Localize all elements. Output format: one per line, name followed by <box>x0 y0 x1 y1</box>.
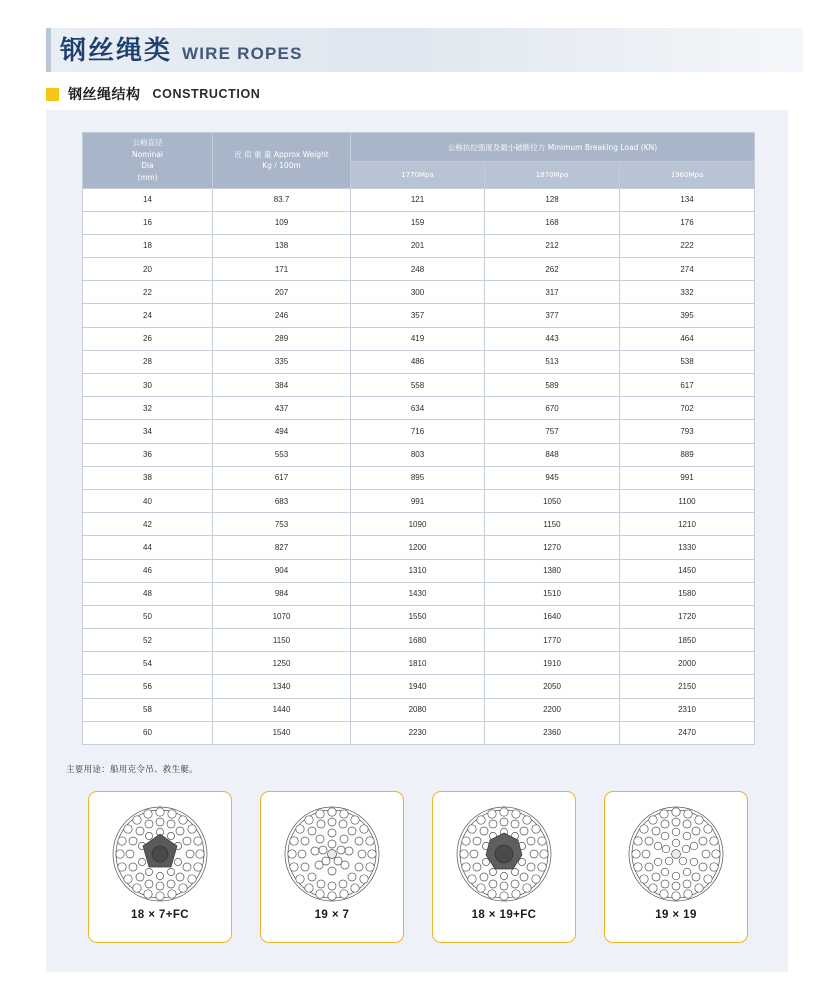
page-title-cn: 钢丝绳类 <box>60 36 173 66</box>
table-row <box>83 513 755 536</box>
table-cell: 895 <box>351 466 485 489</box>
table-cell: 300 <box>351 281 485 304</box>
table-row <box>83 211 755 234</box>
table-cell: 171 <box>213 258 351 281</box>
table-cell: 246 <box>213 304 351 327</box>
table-cell: 991 <box>620 466 755 489</box>
rope-card-label: 18 × 19+FC <box>471 909 537 921</box>
table-cell: 904 <box>213 559 351 582</box>
rope-card <box>88 791 232 943</box>
section-heading-en: CONSTRUCTION <box>152 87 261 101</box>
table-cell: 18 <box>83 234 213 257</box>
header-approx-weight <box>213 133 351 189</box>
table-row <box>83 605 755 628</box>
table-cell: 889 <box>620 443 755 466</box>
table-cell: 262 <box>485 258 620 281</box>
table-cell: 48 <box>83 582 213 605</box>
table-cell: 634 <box>351 397 485 420</box>
table-row <box>83 188 755 211</box>
table-cell: 212 <box>485 234 620 257</box>
table-cell: 848 <box>485 443 620 466</box>
table-cell: 377 <box>485 304 620 327</box>
table-cell: 1770 <box>485 629 620 652</box>
spec-table-body <box>83 188 755 745</box>
table-cell: 589 <box>485 374 620 397</box>
table-cell: 538 <box>620 350 755 373</box>
table-row <box>83 536 755 559</box>
header-nominal-dia-line2: Nominal <box>131 149 164 159</box>
table-row <box>83 582 755 605</box>
table-cell: 2050 <box>485 675 620 698</box>
table-cell: 1940 <box>351 675 485 698</box>
table-cell: 1050 <box>485 489 620 512</box>
table-row <box>83 698 755 721</box>
table-cell: 1250 <box>213 652 351 675</box>
table-cell: 1580 <box>620 582 755 605</box>
table-cell: 486 <box>351 350 485 373</box>
table-cell: 83.7 <box>213 188 351 211</box>
table-cell: 58 <box>83 698 213 721</box>
table-cell: 2360 <box>485 721 620 744</box>
table-cell: 1150 <box>485 513 620 536</box>
table-row <box>83 234 755 257</box>
table-cell: 1850 <box>620 629 755 652</box>
table-cell: 753 <box>213 513 351 536</box>
table-cell: 683 <box>213 489 351 512</box>
table-cell: 40 <box>83 489 213 512</box>
table-cell: 803 <box>351 443 485 466</box>
table-header-row-1 <box>83 133 755 162</box>
rope-card-label: 18 × 7+FC <box>131 909 189 921</box>
table-cell: 32 <box>83 397 213 420</box>
table-cell: 60 <box>83 721 213 744</box>
rope-diagram-18x19fc-icon <box>448 801 560 907</box>
table-cell: 1510 <box>485 582 620 605</box>
header-nominal-dia-line4: (mm) <box>137 172 158 182</box>
table-cell: 827 <box>213 536 351 559</box>
table-cell: 34 <box>83 420 213 443</box>
table-row <box>83 559 755 582</box>
table-cell: 670 <box>485 397 620 420</box>
table-cell: 26 <box>83 327 213 350</box>
table-cell: 121 <box>351 188 485 211</box>
table-row <box>83 629 755 652</box>
table-cell: 1810 <box>351 652 485 675</box>
table-cell: 28 <box>83 350 213 373</box>
table-row <box>83 721 755 744</box>
spec-table-container <box>82 132 754 745</box>
table-cell: 1550 <box>351 605 485 628</box>
table-cell: 1430 <box>351 582 485 605</box>
table-cell: 494 <box>213 420 351 443</box>
rope-card <box>604 791 748 943</box>
header-nominal-dia-line3: Dia <box>141 161 154 171</box>
table-row <box>83 327 755 350</box>
square-marker-icon <box>46 88 59 101</box>
table-cell: 42 <box>83 513 213 536</box>
table-cell: 52 <box>83 629 213 652</box>
table-cell: 56 <box>83 675 213 698</box>
table-row <box>83 420 755 443</box>
rope-construction-cards <box>88 791 748 943</box>
table-cell: 553 <box>213 443 351 466</box>
table-cell: 1640 <box>485 605 620 628</box>
rope-card <box>432 791 576 943</box>
table-cell: 945 <box>485 466 620 489</box>
table-cell: 1380 <box>485 559 620 582</box>
table-cell: 2000 <box>620 652 755 675</box>
table-cell: 419 <box>351 327 485 350</box>
table-cell: 757 <box>485 420 620 443</box>
table-cell: 2230 <box>351 721 485 744</box>
table-row <box>83 675 755 698</box>
table-row <box>83 489 755 512</box>
header-1960mpa: 1960Mpa <box>620 162 755 188</box>
table-cell: 1100 <box>620 489 755 512</box>
table-row <box>83 350 755 373</box>
rope-diagram-18x7fc-icon <box>104 801 216 907</box>
table-cell: 357 <box>351 304 485 327</box>
table-cell: 14 <box>83 188 213 211</box>
table-cell: 2150 <box>620 675 755 698</box>
table-cell: 138 <box>213 234 351 257</box>
table-cell: 395 <box>620 304 755 327</box>
header-breaking-load-group: 公称抗拉强度及最小破断拉力 Minimum Breaking Load (KN) <box>351 133 755 162</box>
table-row <box>83 397 755 420</box>
table-cell: 289 <box>213 327 351 350</box>
rope-card <box>260 791 404 943</box>
table-cell: 1090 <box>351 513 485 536</box>
rope-card-label: 19 × 7 <box>314 909 350 921</box>
table-cell: 16 <box>83 211 213 234</box>
header-nominal-dia-line1: 公称直径 <box>132 138 163 147</box>
spec-table <box>82 132 755 745</box>
table-cell: 274 <box>620 258 755 281</box>
table-cell: 128 <box>485 188 620 211</box>
table-cell: 2080 <box>351 698 485 721</box>
table-cell: 1910 <box>485 652 620 675</box>
table-cell: 1330 <box>620 536 755 559</box>
table-cell: 793 <box>620 420 755 443</box>
header-approx-weight-line1: 近 似 重 量 Approx Weight <box>234 149 329 159</box>
section-heading <box>46 84 260 104</box>
table-row <box>83 466 755 489</box>
page-title-en: WIRE ROPES <box>182 44 303 63</box>
table-cell: 1450 <box>620 559 755 582</box>
table-cell: 1270 <box>485 536 620 559</box>
table-cell: 1310 <box>351 559 485 582</box>
table-cell: 1200 <box>351 536 485 559</box>
table-cell: 332 <box>620 281 755 304</box>
table-cell: 2200 <box>485 698 620 721</box>
table-cell: 617 <box>213 466 351 489</box>
table-cell: 1210 <box>620 513 755 536</box>
table-cell: 50 <box>83 605 213 628</box>
table-cell: 716 <box>351 420 485 443</box>
table-cell: 168 <box>485 211 620 234</box>
rope-diagram-19x19-icon <box>620 801 732 907</box>
table-cell: 443 <box>485 327 620 350</box>
section-heading-cn: 钢丝绳结构 <box>68 87 141 103</box>
table-cell: 36 <box>83 443 213 466</box>
table-cell: 702 <box>620 397 755 420</box>
table-row <box>83 258 755 281</box>
table-cell: 513 <box>485 350 620 373</box>
table-cell: 30 <box>83 374 213 397</box>
table-cell: 617 <box>620 374 755 397</box>
table-cell: 437 <box>213 397 351 420</box>
table-cell: 22 <box>83 281 213 304</box>
table-cell: 984 <box>213 582 351 605</box>
table-cell: 109 <box>213 211 351 234</box>
header-1870mpa: 1870Mpa <box>485 162 620 188</box>
table-cell: 317 <box>485 281 620 304</box>
table-cell: 222 <box>620 234 755 257</box>
table-cell: 38 <box>83 466 213 489</box>
usage-note: 主要用途：船用克令吊、救生艇。 <box>66 765 199 775</box>
header-approx-weight-line2: Kg / 100m <box>262 161 301 171</box>
table-cell: 1070 <box>213 605 351 628</box>
table-cell: 176 <box>620 211 755 234</box>
table-cell: 1720 <box>620 605 755 628</box>
table-cell: 207 <box>213 281 351 304</box>
table-row <box>83 374 755 397</box>
table-cell: 44 <box>83 536 213 559</box>
table-row <box>83 652 755 675</box>
table-row <box>83 443 755 466</box>
table-cell: 54 <box>83 652 213 675</box>
table-cell: 201 <box>351 234 485 257</box>
header-nominal-dia <box>83 133 213 189</box>
table-row <box>83 304 755 327</box>
table-cell: 248 <box>351 258 485 281</box>
table-cell: 1680 <box>351 629 485 652</box>
table-cell: 1150 <box>213 629 351 652</box>
table-cell: 335 <box>213 350 351 373</box>
table-cell: 558 <box>351 374 485 397</box>
table-cell: 159 <box>351 211 485 234</box>
table-cell: 1440 <box>213 698 351 721</box>
table-cell: 134 <box>620 188 755 211</box>
table-cell: 24 <box>83 304 213 327</box>
table-cell: 20 <box>83 258 213 281</box>
header-1770mpa: 1770Mpa <box>351 162 485 188</box>
table-cell: 991 <box>351 489 485 512</box>
table-cell: 384 <box>213 374 351 397</box>
rope-diagram-19x7-icon <box>276 801 388 907</box>
table-cell: 1340 <box>213 675 351 698</box>
table-cell: 1540 <box>213 721 351 744</box>
rope-card-label: 19 × 19 <box>655 909 697 921</box>
table-cell: 2470 <box>620 721 755 744</box>
table-row <box>83 281 755 304</box>
page-header <box>60 30 303 70</box>
table-cell: 46 <box>83 559 213 582</box>
table-cell: 464 <box>620 327 755 350</box>
table-cell: 2310 <box>620 698 755 721</box>
